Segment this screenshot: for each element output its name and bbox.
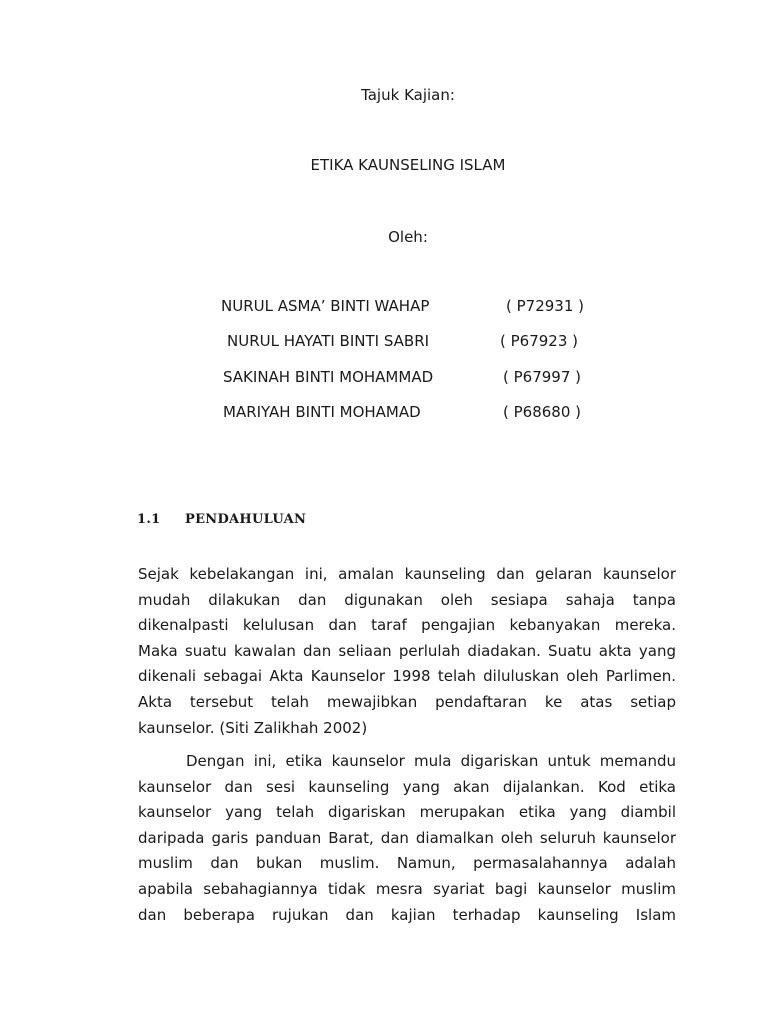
section-heading bbox=[137, 512, 306, 527]
paragraph-line: muslim dan bukan muslim. Namun, permasalahannya adalah bbox=[138, 854, 676, 873]
document-title: ETIKA KAUNSELING ISLAM bbox=[310, 156, 506, 174]
section-number: 1.1 bbox=[137, 512, 161, 527]
paragraph-line: kaunselor dan sesi kaunseling yang akan dijalankan. Kod etika bbox=[138, 777, 676, 796]
paragraph-line: apabila sebahagiannya tidak mesra syariat bagi kaunselor muslim bbox=[138, 879, 676, 898]
author-id: ( P67923 ) bbox=[500, 332, 579, 350]
author-name: NURUL ASMA’ BINTI WAHAP bbox=[221, 297, 430, 315]
paragraph-line: mudah dilakukan dan digunakan oleh sesiapa sahaja tanpa bbox=[138, 590, 676, 609]
paragraph-line: dan beberapa rujukan dan kajian terhadap kaunseling Islam bbox=[138, 905, 676, 924]
title-label: Tajuk Kajian: bbox=[361, 86, 455, 104]
by-label: Oleh: bbox=[388, 228, 428, 246]
paragraph-1 bbox=[138, 562, 676, 741]
paragraph-line: Akta tersebut telah mewajibkan pendaftaran ke atas setiap bbox=[138, 692, 676, 711]
author-id: ( P72931 ) bbox=[506, 297, 585, 315]
author-id: ( P67997 ) bbox=[503, 368, 582, 386]
paragraph-line: kaunselor. (Siti Zalikhah 2002) bbox=[138, 718, 368, 737]
paragraph-line: kaunselor yang telah digariskan merupakan etika yang diambil bbox=[138, 803, 676, 822]
paragraph-line: dikenalpasti kelulusan dan taraf pengajian kebanyakan mereka. bbox=[138, 616, 676, 635]
author-name: NURUL HAYATI BINTI SABRI bbox=[227, 332, 430, 350]
paragraph-line: dikenali sebagai Akta Kaunselor 1998 telah diluluskan oleh Parlimen. bbox=[138, 667, 676, 686]
paragraph-2 bbox=[138, 749, 676, 928]
paragraph-line: Maka suatu kawalan dan seliaan perlulah diadakan. Suatu akta yang bbox=[138, 641, 676, 660]
author-name: MARIYAH BINTI MOHAMAD bbox=[223, 403, 421, 421]
section-title: PENDAHULUAN bbox=[185, 512, 307, 527]
author-id: ( P68680 ) bbox=[503, 403, 582, 421]
paragraph-line: Dengan ini, etika kaunselor mula digariskan untuk memandu bbox=[186, 752, 676, 770]
paragraph-line: daripada garis panduan Barat, dan diamalkan oleh seluruh kaunselor bbox=[138, 828, 676, 847]
paragraph-line: Sejak kebelakangan ini, amalan kaunseling dan gelaran kaunselor bbox=[138, 565, 676, 583]
author-name: SAKINAH BINTI MOHAMMAD bbox=[223, 368, 434, 386]
